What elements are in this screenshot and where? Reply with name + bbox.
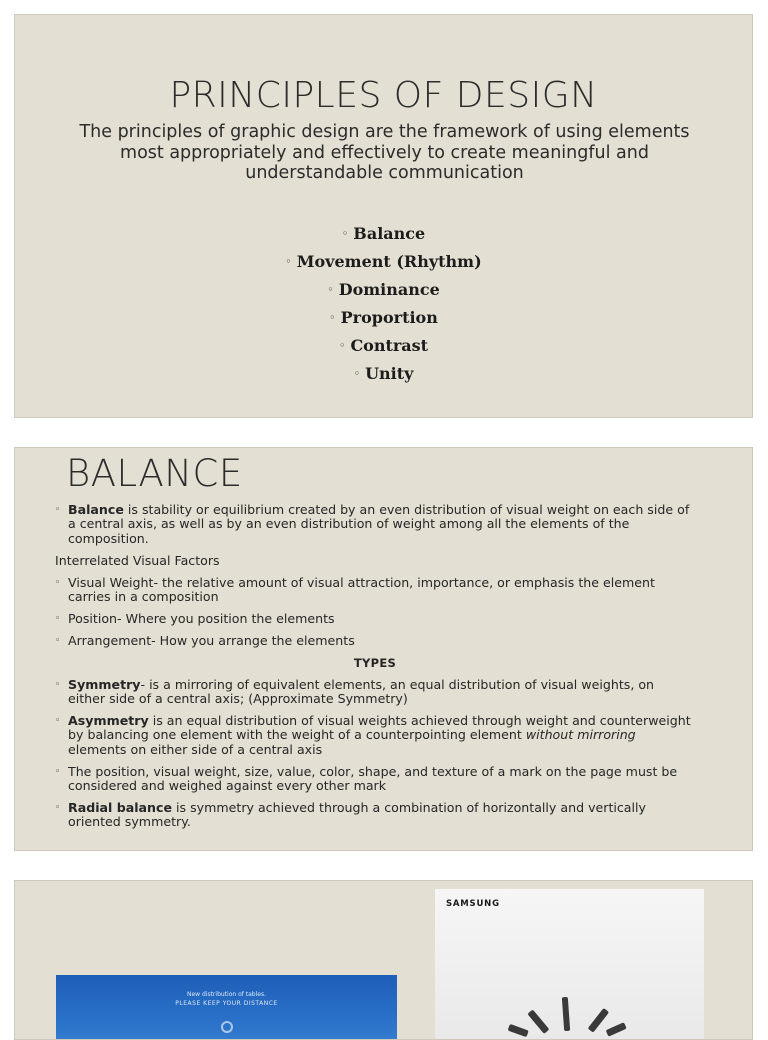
term-symmetry: Symmetry bbox=[68, 676, 141, 692]
table-icon bbox=[221, 1021, 233, 1033]
bullet-icon: ◦ bbox=[327, 283, 334, 296]
list-item bbox=[55, 634, 695, 648]
bullet-icon: ◦ bbox=[329, 311, 336, 324]
principle-label: Unity bbox=[365, 364, 414, 383]
term-radial-balance: Radial balance bbox=[68, 800, 173, 815]
bullet-icon: ◦ bbox=[55, 635, 61, 646]
bullet-icon: ◦ bbox=[341, 227, 349, 240]
factor-text: Visual Weight- the relative amount of visual attraction, importance, or emphasis the element carries in a composition bbox=[68, 574, 655, 605]
list-item bbox=[55, 765, 695, 794]
principles-list bbox=[15, 220, 752, 388]
term-asymmetry: Asymmetry bbox=[68, 712, 149, 728]
samsung-logo: SAMSUNG bbox=[446, 899, 500, 909]
phones-fan-icon bbox=[435, 889, 704, 1039]
bullet-icon: ◦ bbox=[55, 715, 61, 726]
bullet-icon: ◦ bbox=[55, 577, 61, 588]
principle-label: Proportion bbox=[340, 308, 438, 327]
definition-asymmetry-italic: without mirroring bbox=[525, 727, 636, 743]
definition-radial-balance: is symmetry achieved through a combination of horizontally and vertically oriented symmetry. bbox=[68, 800, 646, 830]
example-image-restaurant bbox=[56, 975, 397, 1040]
list-item bbox=[15, 304, 752, 332]
bullet-icon: ◦ bbox=[285, 255, 292, 268]
term-balance: Balance bbox=[68, 502, 124, 517]
position-text: The position, visual weight, size, value, color, shape, and texture of a mark on the page must be considered and weighed against every other mark bbox=[68, 763, 678, 794]
definition-balance: is stability or equilibrium created by an even distribution of visual weight on each side of a central axis, as well as by an even distribution of weight among all the elements of the composition. bbox=[68, 502, 690, 546]
slide-balance-examples bbox=[14, 880, 753, 1040]
principle-label: Movement (Rhythm) bbox=[296, 252, 482, 271]
bullet-icon: ◦ bbox=[55, 613, 61, 624]
list-item bbox=[15, 276, 752, 304]
image-caption-line1: New distribution of tables. bbox=[186, 991, 266, 998]
factors-heading: Interrelated Visual Factors bbox=[55, 552, 220, 568]
list-item bbox=[55, 801, 695, 830]
bullet-icon: ◦ bbox=[55, 803, 61, 813]
image-caption-line2: PLEASE KEEP YOUR DISTANCE bbox=[175, 1000, 278, 1007]
list-item bbox=[15, 220, 752, 248]
factor-text: Arrangement- How you arrange the elements bbox=[68, 632, 355, 648]
principle-label: Contrast bbox=[350, 336, 429, 355]
bullet-icon: ◦ bbox=[55, 766, 61, 777]
slide-subtitle: The principles of graphic design are the framework of using elements most appropriately and effectively to create meaningful and understandable communication bbox=[79, 122, 690, 183]
list-item bbox=[55, 503, 695, 546]
definition-asymmetry: is an equal distribution of visual weights achieved through weight and counterweight by balancing one element with the weight of a counterpointing element bbox=[68, 712, 691, 743]
principle-label: Balance bbox=[353, 224, 426, 243]
list-item bbox=[55, 576, 695, 605]
list-item bbox=[55, 678, 695, 707]
types-heading: TYPES bbox=[353, 655, 397, 670]
list-item bbox=[15, 248, 752, 276]
bullet-icon: ◦ bbox=[353, 367, 361, 380]
definition-asymmetry-end: elements on either side of a central axis bbox=[68, 741, 323, 757]
slide-title: PRINCIPLES OF DESIGN bbox=[169, 75, 598, 116]
bullet-icon: ◦ bbox=[55, 505, 61, 515]
example-image-samsung-ad bbox=[435, 889, 704, 1039]
slide-title: BALANCE bbox=[66, 452, 243, 495]
list-item bbox=[15, 332, 752, 360]
slide-body bbox=[55, 503, 695, 837]
list-item bbox=[55, 714, 695, 757]
definition-symmetry: - is a mirroring of equivalent elements, an equal distribution of visual weights, on either side of a central axis; (Approximate Symmetry) bbox=[68, 676, 655, 707]
list-item bbox=[15, 360, 752, 388]
factor-text: Position- Where you position the elements bbox=[68, 610, 335, 626]
list-item bbox=[55, 612, 695, 626]
bullet-icon: ◦ bbox=[338, 339, 346, 352]
bullet-icon: ◦ bbox=[55, 679, 61, 690]
principle-label: Dominance bbox=[338, 280, 440, 299]
slide-balance bbox=[14, 447, 753, 851]
slide-principles-of-design bbox=[14, 14, 753, 418]
